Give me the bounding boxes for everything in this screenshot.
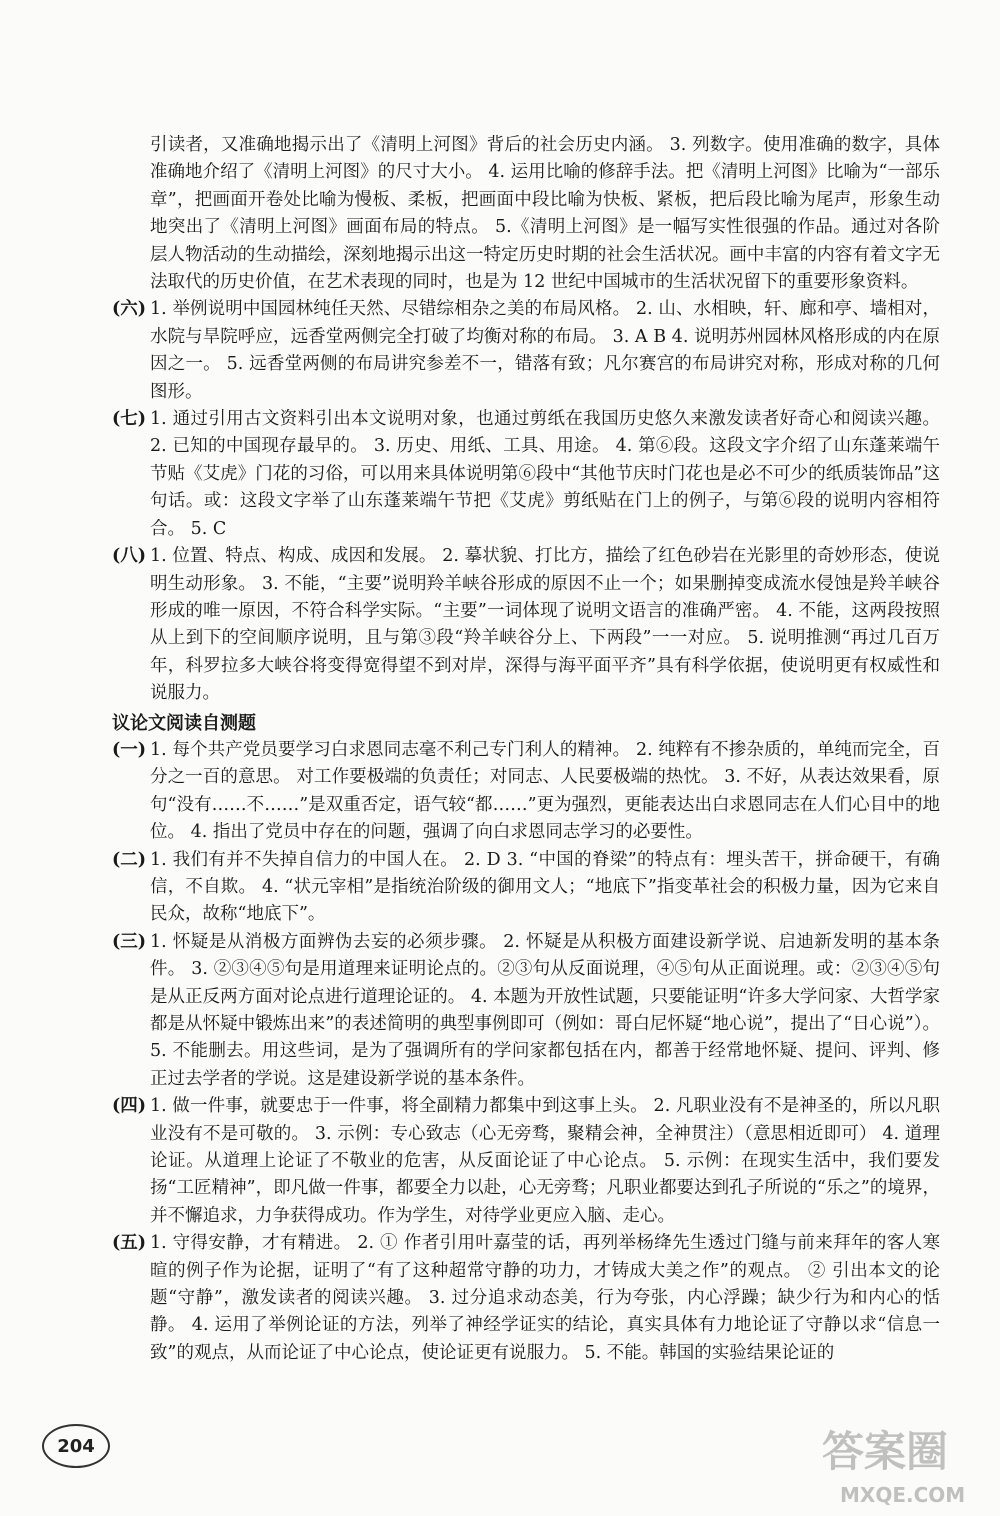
item-text: 1. 怀疑是从消极方面辨伪去妄的必须步骤。 2. 怀疑是从积极方面建设新学说、启迪新发明的基本条件。 3. ②③④⑤句是用道理来证明论点的。②③句从反面说理，④⑤句从正面说理。或：②③④⑤句是从正反两方面对论点进行道理论证的。 4. 本题为开放性试题，只要能证明“许多大学问家、大哲学家都是从怀疑中锻炼出来”的表述简明的典型事例即可（例如：哥白尼怀疑“地心说”，提出了“日心说”）。 5. 不能删去。用这些词，是为了强调所有的学问家都包括在内，都善于经常地怀疑、提问、评判、修正过去学者的学说。这是建设新学说的基本条件。 bbox=[150, 931, 940, 1089]
watermark-url: MXQE.COM bbox=[840, 1483, 966, 1507]
intro-paragraph: 引读者，又准确地揭示出了《清明上河图》背后的社会历史内涵。 3. 列数字。使用准确的数字，具体准确地介绍了《清明上河图》的尺寸大小。 4. 运用比喻的修辞手法。把《清明上河图》比喻为“一部乐章”，把画面开卷处比喻为慢板、柔板，把画面中段比喻为快板、紧板，把后段比喻为尾声，形象生动地突出了《清明上河图》画面布局的特点。 5.《清明上河图》是一幅写实性很强的作品。通过对各阶层人物活动的生动描绘，深刻地揭示出这一特定历史时期的社会生活状况。画中丰富的内容有着文字无法取代的历史价值，在艺术表现的同时，也是为 12 世纪中国城市的生活状况留下的重要形象资料。 bbox=[150, 135, 940, 293]
answer-item bbox=[112, 543, 940, 707]
item-label: (二) bbox=[112, 849, 147, 870]
item-label: (七) bbox=[112, 409, 147, 430]
item-label: (四) bbox=[112, 1096, 147, 1117]
answer-item bbox=[112, 1230, 940, 1367]
item-label: (三) bbox=[112, 931, 147, 952]
page-number: 204 bbox=[42, 1424, 110, 1468]
item-label: (五) bbox=[112, 1233, 147, 1254]
answer-text bbox=[112, 132, 940, 1367]
item-text: 1. 我们有并不失掉自信力的中国人在。 2. D 3. “中国的脊梁”的特点有：埋头苦干，拼命硬干，有确信，不自欺。 4. “状元宰相”是指统治阶级的御用文人；“地底下”指变革社会的积极力量，因为它来自民众，故称“地底下”。 bbox=[150, 849, 940, 925]
section-heading: 议论文阅读自测题 bbox=[112, 712, 256, 734]
answer-item bbox=[112, 296, 940, 406]
item-label: (六) bbox=[112, 299, 147, 320]
watermark-logo bbox=[818, 1418, 993, 1510]
item-label: (一) bbox=[112, 739, 147, 760]
item-text: 1. 每个共产党员要学习白求恩同志毫不利己专门利人的精神。 2. 纯粹有不掺杂质的，单纯而完全，百分之一百的意思。 对工作要极端的负责任；对同志、人民要极端的热忱。 3. 不好，从表达效果看，原句“没有……不……”是双重否定，语气较“都……”更为强烈，更能表达出白求恩同志在人们心目中的地位。 4. 指出了党员中存在的问题，强调了向白求恩同志学习的必要性。 bbox=[150, 739, 940, 843]
item-text: 1. 做一件事，就要忠于一件事，将全副精力都集中到这事上头。 2. 凡职业没有不是神圣的，所以凡职业没有不是可敬的。 3. 示例：专心致志（心无旁骛，聚精会神，全神贯注）（意思相近即可） 4. 道理论证。从道理上论证了不敬业的危害，从反面论证了中心论点。 5. 示例：在现实生活中，我们要发扬“工匠精神”，即凡做一件事，都要全力以赴，心无旁骛；凡职业都要达到孔子所说的“乐之”的境界，并不懈追求，力争获得成功。作为学生，对待学业更应入脑、走心。 bbox=[150, 1096, 940, 1226]
item-text: 1. 通过引用古文资料引出本文说明对象，也通过剪纸在我国历史悠久来激发读者好奇心和阅读兴趣。 2. 已知的中国现存最早的。 3. 历史、用纸、工具、用途。 4. 第⑥段。这段文字介绍了山东蓬莱端午节贴《艾虎》门花的习俗，可以用来具体说明第⑥段中“其他节庆时门花也是必不可少的纸质装饰品”这句话。或：这段文字举了山东蓬莱端午节把《艾虎》剪纸贴在门上的例子，与第⑥段的说明内容相符合。 5. C bbox=[150, 409, 940, 539]
answer-item bbox=[112, 847, 940, 929]
watermark-text: 答案圈 bbox=[822, 1427, 949, 1476]
answer-item bbox=[112, 1093, 940, 1230]
item-text: 1. 守得安静，才有精进。 2. ① 作者引用叶嘉莹的话，再列举杨绛先生透过门缝与前来拜年的客人寒暄的例子作为论据，证明了“有了这种超常守静的功力，才铸成大美之作”的观点。 ② 引出本文的论题“守静”，激发读者的阅读兴趣。 3. 过分追求动态美，行为夸张，内心浮躁；缺少行为和内心的恬静。 4. 运用了举例论证的方法，列举了神经学证实的结论，真实具体有力地论证了守静以求“信息一致”的观点，从而论证了中心论点，使论证更有说服力。 5. 不能。韩国的实验结果论证的 bbox=[150, 1233, 940, 1363]
answer-item bbox=[112, 406, 940, 543]
answer-item bbox=[112, 737, 940, 847]
item-text: 1. 举例说明中国园林纯任天然、尽错综相杂之美的布局风格。 2. 山、水相映，轩、廊和亭、墙相对，水院与旱院呼应，远香堂两侧完全打破了均衡对称的布局。 3. A B 4. 说明苏州园林风格形成的内在原因之一。 5. 远香堂两侧的布局讲究参差不一，错落有致；凡尔赛宫的布局讲究对称，形成对称的几何图形。 bbox=[150, 299, 940, 402]
item-text: 1. 位置、特点、构成、成因和发展。 2. 摹状貌、打比方，描绘了红色砂岩在光影里的奇妙形态，使说明生动形象。 3. 不能，“主要”说明羚羊峡谷形成的原因不止一个；如果删掉变成流水侵蚀是羚羊峡谷形成的唯一原因，不符合科学实际。“主要”一词体现了说明文语言的准确严密。 4. 不能，这两段按照从上到下的空间顺序说明，且与第③段“羚羊峡谷分上、下两段”一一对应。 5. 说明推测“再过几百万年，科罗拉多大峡谷将变得宽得望不到对岸，深得与海平面平齐”具有科学依据，使说明更有权威性和说服力。 bbox=[150, 546, 940, 704]
item-label: (八) bbox=[112, 546, 147, 567]
answer-item bbox=[112, 929, 940, 1093]
